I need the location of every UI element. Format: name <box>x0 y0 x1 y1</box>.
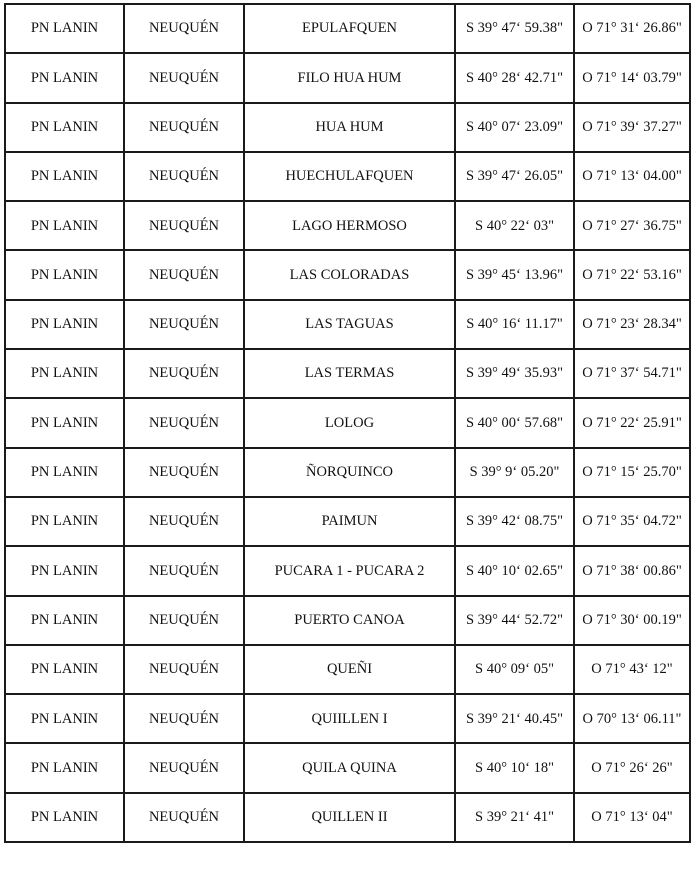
longitude-cell: O 71° 23‘ 28.34" <box>574 300 690 349</box>
longitude-cell: O 71° 39‘ 37.27" <box>574 103 690 152</box>
latitude-cell: S 40° 22‘ 03" <box>455 201 574 250</box>
table-row <box>5 4 690 53</box>
table-row <box>5 398 690 447</box>
longitude-cell: O 71° 13‘ 04.00" <box>574 152 690 201</box>
latitude-cell: S 40° 10‘ 02.65" <box>455 546 574 595</box>
longitude-cell: O 71° 30‘ 00.19" <box>574 596 690 645</box>
table-row <box>5 300 690 349</box>
site-cell: FILO HUA HUM <box>244 53 455 102</box>
table-row <box>5 694 690 743</box>
site-cell: QUILLEN II <box>244 793 455 842</box>
locations-table <box>4 3 691 843</box>
province-cell: NEUQUÉN <box>124 743 244 792</box>
park-cell: PN LANIN <box>5 201 124 250</box>
province-cell: NEUQUÉN <box>124 300 244 349</box>
province-cell: NEUQUÉN <box>124 103 244 152</box>
longitude-cell: O 71° 15‘ 25.70" <box>574 448 690 497</box>
park-cell: PN LANIN <box>5 300 124 349</box>
latitude-cell: S 40° 07‘ 23.09" <box>455 103 574 152</box>
table-row <box>5 743 690 792</box>
longitude-cell: O 71° 35‘ 04.72" <box>574 497 690 546</box>
site-cell: LAS TAGUAS <box>244 300 455 349</box>
park-cell: PN LANIN <box>5 349 124 398</box>
latitude-cell: S 40° 09‘ 05" <box>455 645 574 694</box>
site-cell: QUEÑI <box>244 645 455 694</box>
park-cell: PN LANIN <box>5 103 124 152</box>
site-cell: LAGO HERMOSO <box>244 201 455 250</box>
site-cell: LAS TERMAS <box>244 349 455 398</box>
longitude-cell: O 71° 13‘ 04" <box>574 793 690 842</box>
province-cell: NEUQUÉN <box>124 398 244 447</box>
province-cell: NEUQUÉN <box>124 4 244 53</box>
site-cell: PAIMUN <box>244 497 455 546</box>
province-cell: NEUQUÉN <box>124 349 244 398</box>
table-row <box>5 103 690 152</box>
table-row <box>5 546 690 595</box>
park-cell: PN LANIN <box>5 250 124 299</box>
park-cell: PN LANIN <box>5 546 124 595</box>
longitude-cell: O 71° 27‘ 36.75" <box>574 201 690 250</box>
latitude-cell: S 39° 21‘ 41" <box>455 793 574 842</box>
latitude-cell: S 39° 47‘ 59.38" <box>455 4 574 53</box>
table-row <box>5 596 690 645</box>
table-row <box>5 645 690 694</box>
latitude-cell: S 40° 00‘ 57.68" <box>455 398 574 447</box>
province-cell: NEUQUÉN <box>124 497 244 546</box>
province-cell: NEUQUÉN <box>124 152 244 201</box>
table-row <box>5 448 690 497</box>
longitude-cell: O 70° 13‘ 06.11" <box>574 694 690 743</box>
site-cell: HUECHULAFQUEN <box>244 152 455 201</box>
longitude-cell: O 71° 38‘ 00.86" <box>574 546 690 595</box>
longitude-cell: O 71° 31‘ 26.86" <box>574 4 690 53</box>
latitude-cell: S 39° 47‘ 26.05" <box>455 152 574 201</box>
province-cell: NEUQUÉN <box>124 645 244 694</box>
park-cell: PN LANIN <box>5 743 124 792</box>
site-cell: QUILA QUINA <box>244 743 455 792</box>
latitude-cell: S 39° 45‘ 13.96" <box>455 250 574 299</box>
table-row <box>5 497 690 546</box>
province-cell: NEUQUÉN <box>124 250 244 299</box>
park-cell: PN LANIN <box>5 596 124 645</box>
latitude-cell: S 39° 42‘ 08.75" <box>455 497 574 546</box>
longitude-cell: O 71° 14‘ 03.79" <box>574 53 690 102</box>
park-cell: PN LANIN <box>5 4 124 53</box>
latitude-cell: S 39° 49‘ 35.93" <box>455 349 574 398</box>
site-cell: EPULAFQUEN <box>244 4 455 53</box>
site-cell: PUCARA 1 - PUCARA 2 <box>244 546 455 595</box>
longitude-cell: O 71° 26‘ 26" <box>574 743 690 792</box>
park-cell: PN LANIN <box>5 152 124 201</box>
longitude-cell: O 71° 37‘ 54.71" <box>574 349 690 398</box>
latitude-cell: S 40° 28‘ 42.71" <box>455 53 574 102</box>
park-cell: PN LANIN <box>5 497 124 546</box>
longitude-cell: O 71° 43‘ 12" <box>574 645 690 694</box>
park-cell: PN LANIN <box>5 448 124 497</box>
province-cell: NEUQUÉN <box>124 596 244 645</box>
table-row <box>5 152 690 201</box>
latitude-cell: S 39° 44‘ 52.72" <box>455 596 574 645</box>
table-row <box>5 793 690 842</box>
table-row <box>5 250 690 299</box>
park-cell: PN LANIN <box>5 694 124 743</box>
park-cell: PN LANIN <box>5 793 124 842</box>
longitude-cell: O 71° 22‘ 25.91" <box>574 398 690 447</box>
latitude-cell: S 39° 9‘ 05.20" <box>455 448 574 497</box>
province-cell: NEUQUÉN <box>124 53 244 102</box>
site-cell: LOLOG <box>244 398 455 447</box>
province-cell: NEUQUÉN <box>124 793 244 842</box>
site-cell: ÑORQUINCO <box>244 448 455 497</box>
latitude-cell: S 40° 10‘ 18" <box>455 743 574 792</box>
site-cell: QUIILLEN I <box>244 694 455 743</box>
province-cell: NEUQUÉN <box>124 201 244 250</box>
province-cell: NEUQUÉN <box>124 546 244 595</box>
table-row <box>5 201 690 250</box>
park-cell: PN LANIN <box>5 398 124 447</box>
site-cell: LAS COLORADAS <box>244 250 455 299</box>
latitude-cell: S 40° 16‘ 11.17" <box>455 300 574 349</box>
province-cell: NEUQUÉN <box>124 448 244 497</box>
park-cell: PN LANIN <box>5 645 124 694</box>
site-cell: PUERTO CANOA <box>244 596 455 645</box>
table-body <box>5 4 690 842</box>
latitude-cell: S 39° 21‘ 40.45" <box>455 694 574 743</box>
site-cell: HUA HUM <box>244 103 455 152</box>
table-row <box>5 349 690 398</box>
park-cell: PN LANIN <box>5 53 124 102</box>
longitude-cell: O 71° 22‘ 53.16" <box>574 250 690 299</box>
table-row <box>5 53 690 102</box>
province-cell: NEUQUÉN <box>124 694 244 743</box>
